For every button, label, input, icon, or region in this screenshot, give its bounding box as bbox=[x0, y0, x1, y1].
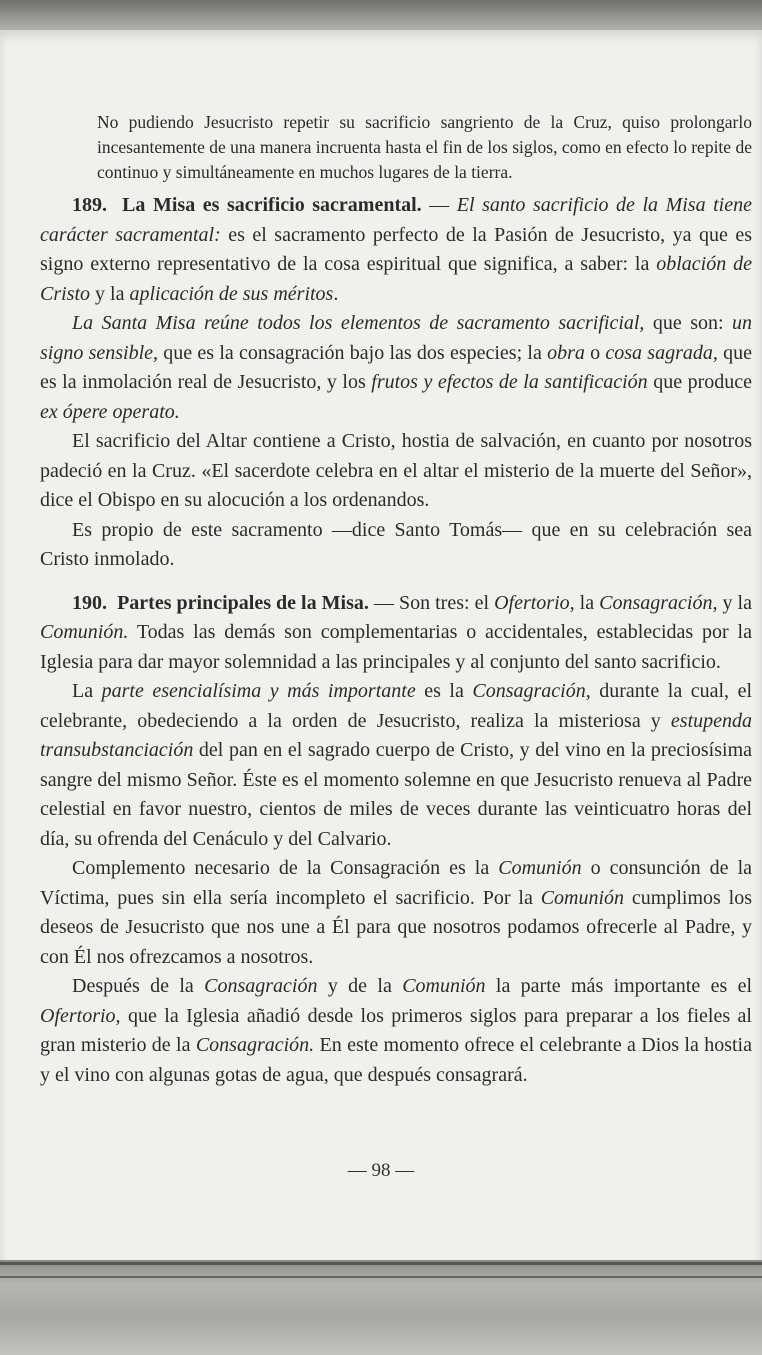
section-190-number: 190. bbox=[72, 591, 107, 614]
section-190-paragraph-4: Después de la Consagración y de la Comunión la parte más importante es el Ofertorio, que la Iglesia añadió desde los primeros siglos para preparar a los fieles al gran misterio de la Consagración. En este momento ofrece el celebrante a Dios la hostia y el vino con algunas gotas de agua, que después consagrará. bbox=[40, 975, 753, 1086]
next-page-edge-2 bbox=[0, 1276, 762, 1278]
section-189-title: La Misa es sacrificio sacramental. bbox=[122, 194, 422, 216]
section-189-paragraph-2: La Santa Misa reúne todos los elementos de sacramento sacrificial, que son: un signo sensible, que es la consagración bajo las dos especies; la obra o cosa sagrada, que es la inmolación real de Jesucristo, y los frutos y efectos de la santificación que produce ex ópere operato. bbox=[40, 312, 753, 423]
section-190-paragraph-2: La parte esencialísima y más importante es la Consagración, durante la cual, el celebrante, obedeciendo a la orden de Jesucristo, realiza la misteriosa y estupenda transubstanciación del pan en el sagrado cuerpo de Cristo, y del vino en la preciosísima sangre del mismo Señor. Éste es el momento solemne en que Jesucristo renueva al Padre celestial en favor nuestro, cientos de miles de veces durante las veinticuatro horas del día, su ofrenda del Cenáculo y del Calvario. bbox=[40, 680, 752, 850]
section-190-paragraph-3: Complemento necesario de la Consagración es la Comunión o consunción de la Víctima, pues sin ella sería incompleto el sacrificio. Por la Comunión cumplimos los deseos de Jesucristo que nos une a Él para que nosotros podamos ofrecerle al Padre, y con Él nos ofrezcamos a nosotros. bbox=[40, 857, 752, 968]
section-189-paragraph-3: El sacrificio del Altar contiene a Cristo, hostia de salvación, en cuanto por nosotros padeció en la Cruz. «El sacerdote celebra en el altar el misterio de la muerte del Señor», dice el Obispo en su alocución a los ordenandos. bbox=[40, 430, 752, 511]
section-190-title: Partes principales de la Misa. bbox=[117, 591, 369, 614]
page-text bbox=[40, 110, 752, 1090]
section-189-paragraph-1: 189. La Misa es sacrificio sacramental. — El santo sacrificio de la Misa tiene carácter sacramental: es el sacramento perfecto de la Pasión de Jesucristo, ya que es signo externo representativo de la cosa espiritual que significa, a saber: la oblación de Cristo y la aplicación de sus méritos. bbox=[40, 194, 753, 305]
page-number: — 98 — bbox=[347, 1160, 415, 1181]
section-189-paragraph-4: Es propio de este sacramento —dice Santo Tomás— que en su celebración sea Cristo inmolado. bbox=[40, 518, 752, 570]
section-189-number: 189. bbox=[72, 194, 107, 216]
next-page-edge bbox=[0, 1262, 762, 1265]
page-bottom-edge bbox=[0, 1260, 762, 1355]
intro-paragraph: No pudiendo Jesucristo repetir su sacrificio sangriento de la Cruz, quiso prolongarlo incesantemente de una manera incruenta hasta el fin de los siglos, como en efecto lo repite de continuo y simultáneamente en muchos lugares de la tierra. bbox=[97, 112, 752, 182]
section-190-paragraph-1: 190. Partes principales de la Misa. — Son tres: el Ofertorio, la Consagración, y la Comunión. Todas las demás son complementarias o accidentales, establecidas por la Iglesia para dar mayor solemnidad a las principales y al conjunto del santo sacrificio. bbox=[40, 591, 752, 673]
